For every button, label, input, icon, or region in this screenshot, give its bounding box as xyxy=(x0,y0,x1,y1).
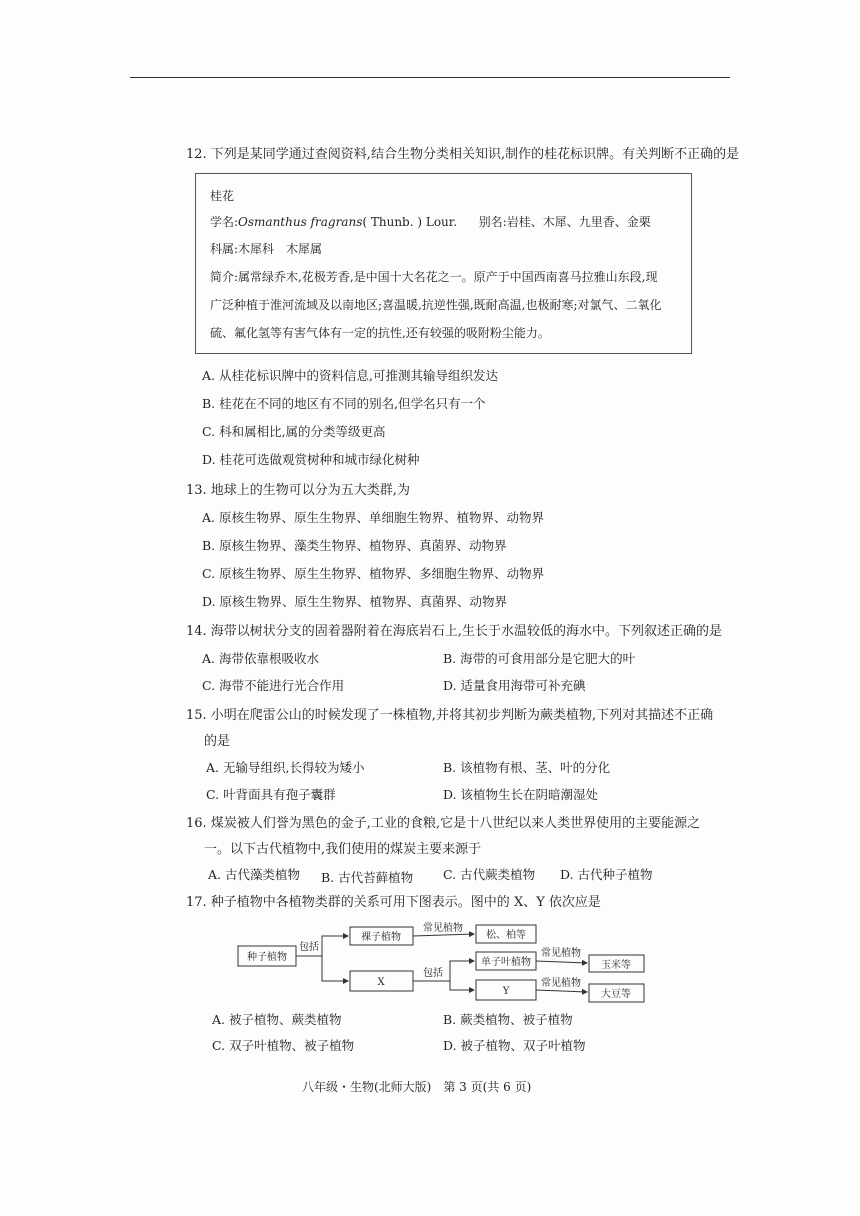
q16-option-d: D. 古代种子植物 xyxy=(560,867,653,882)
q15-option-d: D. 该植物生长在阴暗潮湿处 xyxy=(443,787,599,802)
q17-option-d: D. 被子植物、双子叶植物 xyxy=(443,1038,586,1053)
q16-option-b: B. 古代苔藓植物 xyxy=(321,870,414,885)
q12-option-c: C. 科和属相比,属的分类等级更高 xyxy=(202,424,386,439)
diagram-pine-cypress: 松、柏等 xyxy=(486,930,526,941)
q13-option-c: C. 原核生物界、原生生物界、植物界、多细胞生物界、动物界 xyxy=(202,566,545,581)
card-sci-italic: Osmanthus fragrans xyxy=(238,215,363,229)
q17-option-b: B. 蕨类植物、被子植物 xyxy=(443,1012,573,1027)
q16-stem-line2: 一。以下古代植物中,我们使用的煤炭主要来源于 xyxy=(204,842,482,857)
diagram-include-1: 包括 xyxy=(299,942,319,953)
q12-option-d: D. 桂花可选做观赏树种和城市绿化树种 xyxy=(202,452,420,467)
q17-option-a: A. 被子植物、蕨类植物 xyxy=(212,1012,342,1027)
diagram-soybean: 大豆等 xyxy=(601,989,631,1000)
card-title: 桂花 xyxy=(210,189,235,203)
q15-option-a: A. 无输导组织,长得较为矮小 xyxy=(206,760,365,775)
card-sci-label: 学名: xyxy=(210,215,239,229)
top-rule xyxy=(130,77,730,78)
q15-option-b: B. 该植物有根、茎、叶的分化 xyxy=(443,760,611,775)
q17-stem: 17. 种子植物中各植物类群的关系可用下图表示。图中的 X、Y 依次应是 xyxy=(186,895,601,910)
q14-option-a: A. 海带依靠根吸收水 xyxy=(202,651,319,666)
q14-option-b: B. 海带的可食用部分是它肥大的叶 xyxy=(443,651,636,666)
q13-option-d: D. 原核生物界、原生生物界、植物界、真菌界、动物界 xyxy=(202,594,508,609)
q15-stem-line1: 15. 小明在爬雷公山的时候发现了一株植物,并将其初步判断为蕨类植物,下列对其描述不正确 xyxy=(186,708,714,723)
diagram-x: X xyxy=(377,977,385,988)
diagram-common-1: 常见植物 xyxy=(423,923,463,934)
q16-option-a: A. 古代藻类植物 xyxy=(208,867,300,882)
q12-stem: 12. 下列是某同学通过查阅资料,结合生物分类相关知识,制作的桂花标识牌。有关判断不正确的是 xyxy=(186,147,740,162)
q16-stem-line1: 16. 煤炭被人们誉为黑色的金子,工业的食粮,它是十八世纪以来人类世界使用的主要能源之 xyxy=(186,816,701,831)
q14-stem: 14. 海带以树状分支的固着器附着在海底岩石上,生长于水温较低的海水中。下列叙述正确的是 xyxy=(186,624,722,639)
q12-option-a: A. 从桂花标识牌中的资料信息,可推测其输导组织发达 xyxy=(202,368,498,383)
diagram-seed-plant: 种子植物 xyxy=(247,952,287,963)
card-alias: 别名:岩桂、木犀、九里香、金栗 xyxy=(478,215,651,229)
card-intro-2: 广泛种植于淮河流域及以南地区;喜温暖,抗逆性强,既耐高温,也极耐寒;对氯气、二氧化 xyxy=(210,298,662,312)
card-scientific-name xyxy=(210,216,651,228)
q15-stem-line2: 的是 xyxy=(204,734,231,749)
osmanthus-label-card xyxy=(195,173,692,354)
diagram-gymnosperm: 裸子植物 xyxy=(361,932,401,943)
diagram-include-2: 包括 xyxy=(423,968,443,979)
diagram-y: Y xyxy=(502,986,510,997)
diagram-common-3: 常见植物 xyxy=(541,978,581,989)
diagram-common-2: 常见植物 xyxy=(541,948,581,959)
q13-option-a: A. 原核生物界、原生生物界、单细胞生物界、植物界、动物界 xyxy=(202,510,544,525)
diagram-monocot: 单子叶植物 xyxy=(481,957,531,968)
q17-option-c: C. 双子叶植物、被子植物 xyxy=(212,1038,355,1053)
card-intro-1: 简介:属常绿乔木,花极芳香,是中国十大名花之一。原产于中国西南喜马拉雅山东段,现 xyxy=(210,270,658,284)
q14-option-d: D. 适量食用海带可补充碘 xyxy=(443,678,586,693)
page-footer: 八年级・生物(北师大版) 第 3 页(共 6 页) xyxy=(302,1080,532,1094)
q14-option-c: C. 海带不能进行光合作用 xyxy=(202,678,345,693)
q15-option-c: C. 叶背面具有孢子囊群 xyxy=(206,787,336,802)
seed-plant-classification-diagram xyxy=(236,920,646,1006)
q13-option-b: B. 原核生物界、藻类生物界、植物界、真菌界、动物界 xyxy=(202,538,507,553)
card-intro-3: 硫、氟化氢等有害气体有一定的抗性,还有较强的吸附粉尘能力。 xyxy=(210,326,550,340)
q13-stem: 13. 地球上的生物可以分为五大类群,为 xyxy=(186,483,410,498)
diagram-corn: 玉米等 xyxy=(601,960,631,971)
q12-option-b: B. 桂花在不同的地区有不同的别名,但学名只有一个 xyxy=(202,396,486,411)
q16-option-c: C. 古代蕨类植物 xyxy=(443,867,536,882)
card-family: 科属:木犀科 木犀属 xyxy=(210,242,323,256)
card-sci-rest: ( Thunb. ) Lour. xyxy=(362,215,458,229)
